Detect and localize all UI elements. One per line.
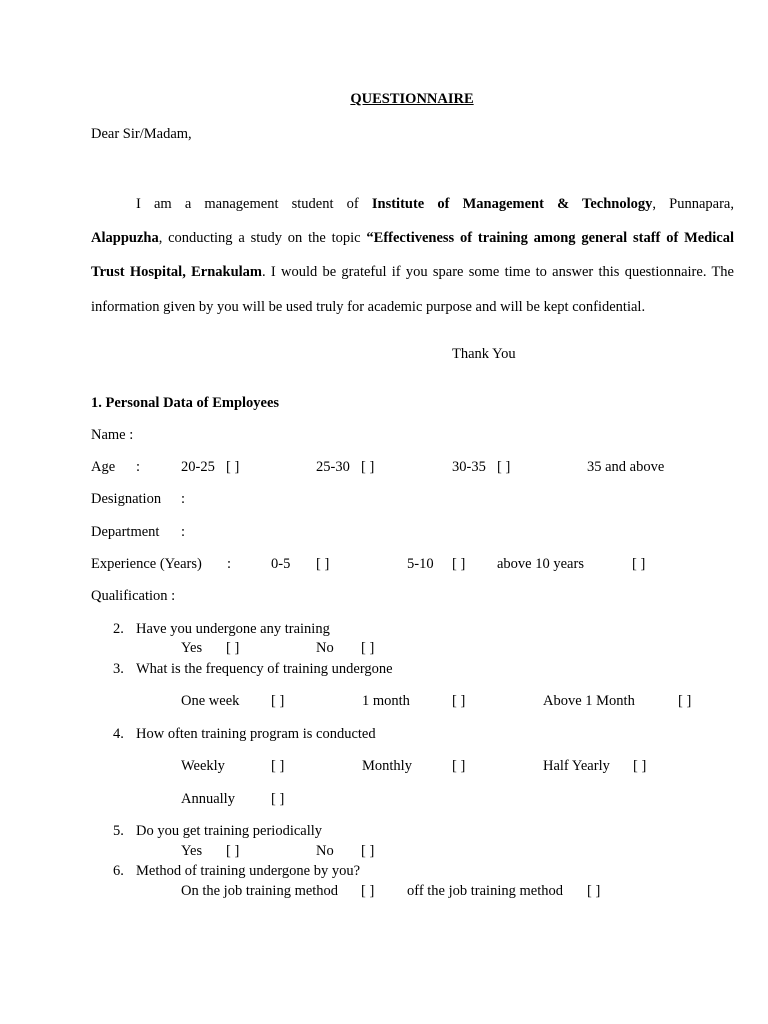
department-colon: : <box>181 524 186 540</box>
question-text: Do you get training periodically <box>136 823 323 839</box>
question-number: 3. <box>113 661 124 677</box>
question-text: What is the frequency of training undergone <box>136 661 393 677</box>
place-name: Alappuzha <box>91 230 159 246</box>
q3-one-week-checkbox[interactable]: [ ] <box>271 693 285 709</box>
institute-name: Institute of Management & Technology <box>371 196 653 212</box>
q4-monthly-checkbox[interactable]: [ ] <box>452 758 466 774</box>
age-20-25-checkbox[interactable]: [ ] <box>226 459 240 475</box>
q6-off-the-job-checkbox[interactable]: [ ] <box>587 883 601 899</box>
q4-weekly-checkbox[interactable]: [ ] <box>271 758 285 774</box>
option-monthly: Monthly <box>362 758 412 774</box>
q4-half-yearly-checkbox[interactable]: [ ] <box>633 758 647 774</box>
option-no: No <box>316 640 334 656</box>
q2-yes-checkbox[interactable]: [ ] <box>226 640 240 656</box>
question-number: 4. <box>113 726 124 742</box>
option-yes: Yes <box>181 640 203 656</box>
hospital-name: Trust Hospital, Ernakulam <box>91 264 262 280</box>
option-1-month: 1 month <box>362 693 410 709</box>
age-25-30-checkbox[interactable]: [ ] <box>361 459 375 475</box>
option-weekly: Weekly <box>181 758 225 774</box>
experience-label: Experience (Years) <box>91 556 202 572</box>
experience-option-above-10: above 10 years <box>497 556 584 572</box>
intro-line-3 <box>91 265 734 280</box>
option-on-the-job: On the job training method <box>181 883 339 899</box>
age-option-35-above: 35 and above <box>587 459 665 475</box>
intro-text: I am a management student of <box>136 196 372 212</box>
experience-option-5-10: 5-10 <box>407 556 434 572</box>
question-number: 6. <box>113 863 124 879</box>
experience-option-0-5: 0-5 <box>271 556 291 572</box>
question-text: Method of training undergone by you? <box>136 863 361 879</box>
section-heading: 1. Personal Data of Employees <box>91 395 280 411</box>
intro-text: . I would be grateful if you spare some time to answer this questionnaire. The <box>262 264 734 280</box>
option-one-week: One week <box>181 693 240 709</box>
experience-5-10-checkbox[interactable]: [ ] <box>452 556 466 572</box>
study-topic: “Effectiveness of training among general staff of Medical <box>366 230 734 246</box>
age-label: Age <box>91 459 116 475</box>
age-option-25-30: 25-30 <box>316 459 350 475</box>
intro-line-4: information given by you will be used truly for academic purpose and will be kept confidential. <box>91 299 646 315</box>
greeting: Dear Sir/Madam, <box>91 126 192 142</box>
thank-you: Thank You <box>452 346 516 362</box>
experience-0-5-checkbox[interactable]: [ ] <box>316 556 330 572</box>
option-no: No <box>316 843 334 859</box>
department-label: Department <box>91 524 160 540</box>
q4-annually-checkbox[interactable]: [ ] <box>271 791 285 807</box>
age-option-30-35: 30-35 <box>452 459 486 475</box>
intro-line-2 <box>91 231 734 246</box>
age-colon: : <box>136 459 141 475</box>
age-option-20-25: 20-25 <box>181 459 215 475</box>
document-title: QUESTIONNAIRE <box>350 91 474 107</box>
question-text: Have you undergone any training <box>136 621 330 637</box>
q3-1-month-checkbox[interactable]: [ ] <box>452 693 466 709</box>
intro-text: , conducting a study on the topic <box>158 230 367 246</box>
name-label: Name : <box>91 427 134 443</box>
designation-colon: : <box>181 491 186 507</box>
question-number: 5. <box>113 823 124 839</box>
designation-label: Designation <box>91 491 162 507</box>
q5-yes-checkbox[interactable]: [ ] <box>226 843 240 859</box>
intro-line-1 <box>91 197 734 212</box>
question-text: How often training program is conducted <box>136 726 376 742</box>
q5-no-checkbox[interactable]: [ ] <box>361 843 375 859</box>
q3-above-1-month-checkbox[interactable]: [ ] <box>678 693 692 709</box>
option-above-1-month: Above 1 Month <box>543 693 635 709</box>
intro-text: , Punnapara, <box>652 196 734 212</box>
option-yes: Yes <box>181 843 203 859</box>
option-annually: Annually <box>181 791 235 807</box>
option-half-yearly: Half Yearly <box>543 758 610 774</box>
q6-on-the-job-checkbox[interactable]: [ ] <box>361 883 375 899</box>
experience-colon: : <box>227 556 232 572</box>
question-number: 2. <box>113 621 124 637</box>
age-30-35-checkbox[interactable]: [ ] <box>497 459 511 475</box>
qualification-label: Qualification : <box>91 588 176 604</box>
option-off-the-job: off the job training method <box>407 883 563 899</box>
q2-no-checkbox[interactable]: [ ] <box>361 640 375 656</box>
experience-above-10-checkbox[interactable]: [ ] <box>632 556 646 572</box>
